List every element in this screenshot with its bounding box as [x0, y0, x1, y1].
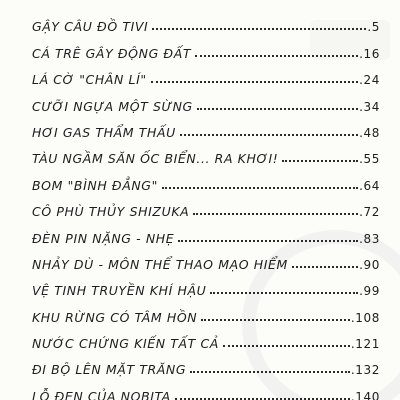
toc-entry-page: .132 — [350, 363, 380, 378]
toc-entry — [32, 325, 380, 351]
toc-dot-leader — [151, 81, 358, 83]
toc-entry-page: .16 — [359, 46, 380, 61]
toc-entry-title: TÀU NGẦM SĂN ỐC BIỂN... RA KHƠI! — [32, 151, 279, 167]
toc-dot-leader — [282, 160, 358, 162]
toc-entry-page: .140 — [350, 389, 380, 400]
toc-dot-leader — [152, 28, 366, 30]
toc-entry-title: ĐÈN PIN NẶNG - NHẸ — [32, 230, 175, 246]
toc-entry-title: NHẢY DÙ - MÔN THỂ THAO MẠO HIỂM — [32, 256, 288, 272]
toc-entry-page: .5 — [367, 20, 380, 35]
toc-entry — [32, 193, 380, 219]
toc-entry — [32, 272, 380, 298]
toc-entry-title: LÁ CỜ "CHÂN LÍ" — [32, 72, 147, 88]
toc-entry-title: ĐI BỘ LÊN MẶT TRĂNG — [32, 362, 187, 378]
toc-entry — [32, 166, 380, 192]
toc-entry — [32, 377, 380, 400]
toc-entry-page: .48 — [359, 125, 380, 140]
toc-dot-leader — [193, 213, 358, 215]
toc-entry — [32, 298, 380, 324]
toc-dot-leader — [292, 266, 358, 268]
toc-entry — [32, 34, 380, 60]
toc-entry-title: HƠI GAS THẨM THẤU — [32, 124, 176, 140]
toc-entry-page: .83 — [359, 231, 380, 246]
toc-entry-page: .99 — [359, 284, 380, 299]
toc-entry-title: BOM "BÌNH ĐẲNG" — [32, 177, 158, 193]
toc-entry — [32, 8, 380, 34]
toc-entry-title: VỆ TINH TRUYỀN KHÍ HẬU — [32, 283, 207, 299]
toc-dot-leader — [210, 292, 358, 294]
table-of-contents — [32, 8, 380, 400]
toc-entry-title: CÔ PHÙ THỦY SHIZUKA — [32, 204, 190, 220]
toc-entry-page: .34 — [359, 99, 380, 114]
toc-entry-page: .24 — [359, 73, 380, 88]
toc-entry-title: GẬY CÂU ĐỒ TIVI — [32, 19, 149, 35]
toc-entry-title: KHU RỪNG CÓ TÂM HỒN — [32, 309, 198, 325]
toc-entry — [32, 114, 380, 140]
toc-entry — [32, 61, 380, 87]
toc-dot-leader — [178, 240, 358, 242]
toc-entry-page: .72 — [359, 205, 380, 220]
toc-entry — [32, 87, 380, 113]
toc-entry-title: NƯỚC CHỨNG KIẾN TẤT CẢ — [32, 336, 219, 352]
toc-entry-page: .90 — [359, 257, 380, 272]
toc-dot-leader — [162, 187, 358, 189]
toc-entry-title: CƯỠI NGỰA MỘT SỪNG — [32, 98, 193, 114]
toc-dot-leader — [180, 134, 358, 136]
toc-entry — [32, 246, 380, 272]
toc-dot-leader — [201, 319, 350, 321]
toc-entry-page: .108 — [350, 310, 380, 325]
toc-entry — [32, 351, 380, 377]
toc-entry-title: LỖ ĐEN CỦA NOBITA — [32, 388, 171, 400]
toc-dot-leader — [190, 371, 350, 373]
toc-entry — [32, 140, 380, 166]
toc-dot-leader — [223, 345, 350, 347]
toc-dot-leader — [197, 108, 358, 110]
toc-entry-page: .121 — [350, 337, 380, 352]
toc-dot-leader — [195, 55, 358, 57]
toc-entry-title: CÁ TRÊ GÂY ĐỘNG ĐẤT — [32, 45, 192, 61]
toc-entry-page: .55 — [359, 152, 380, 167]
toc-entry-page: .64 — [359, 178, 380, 193]
toc-entry — [32, 219, 380, 245]
